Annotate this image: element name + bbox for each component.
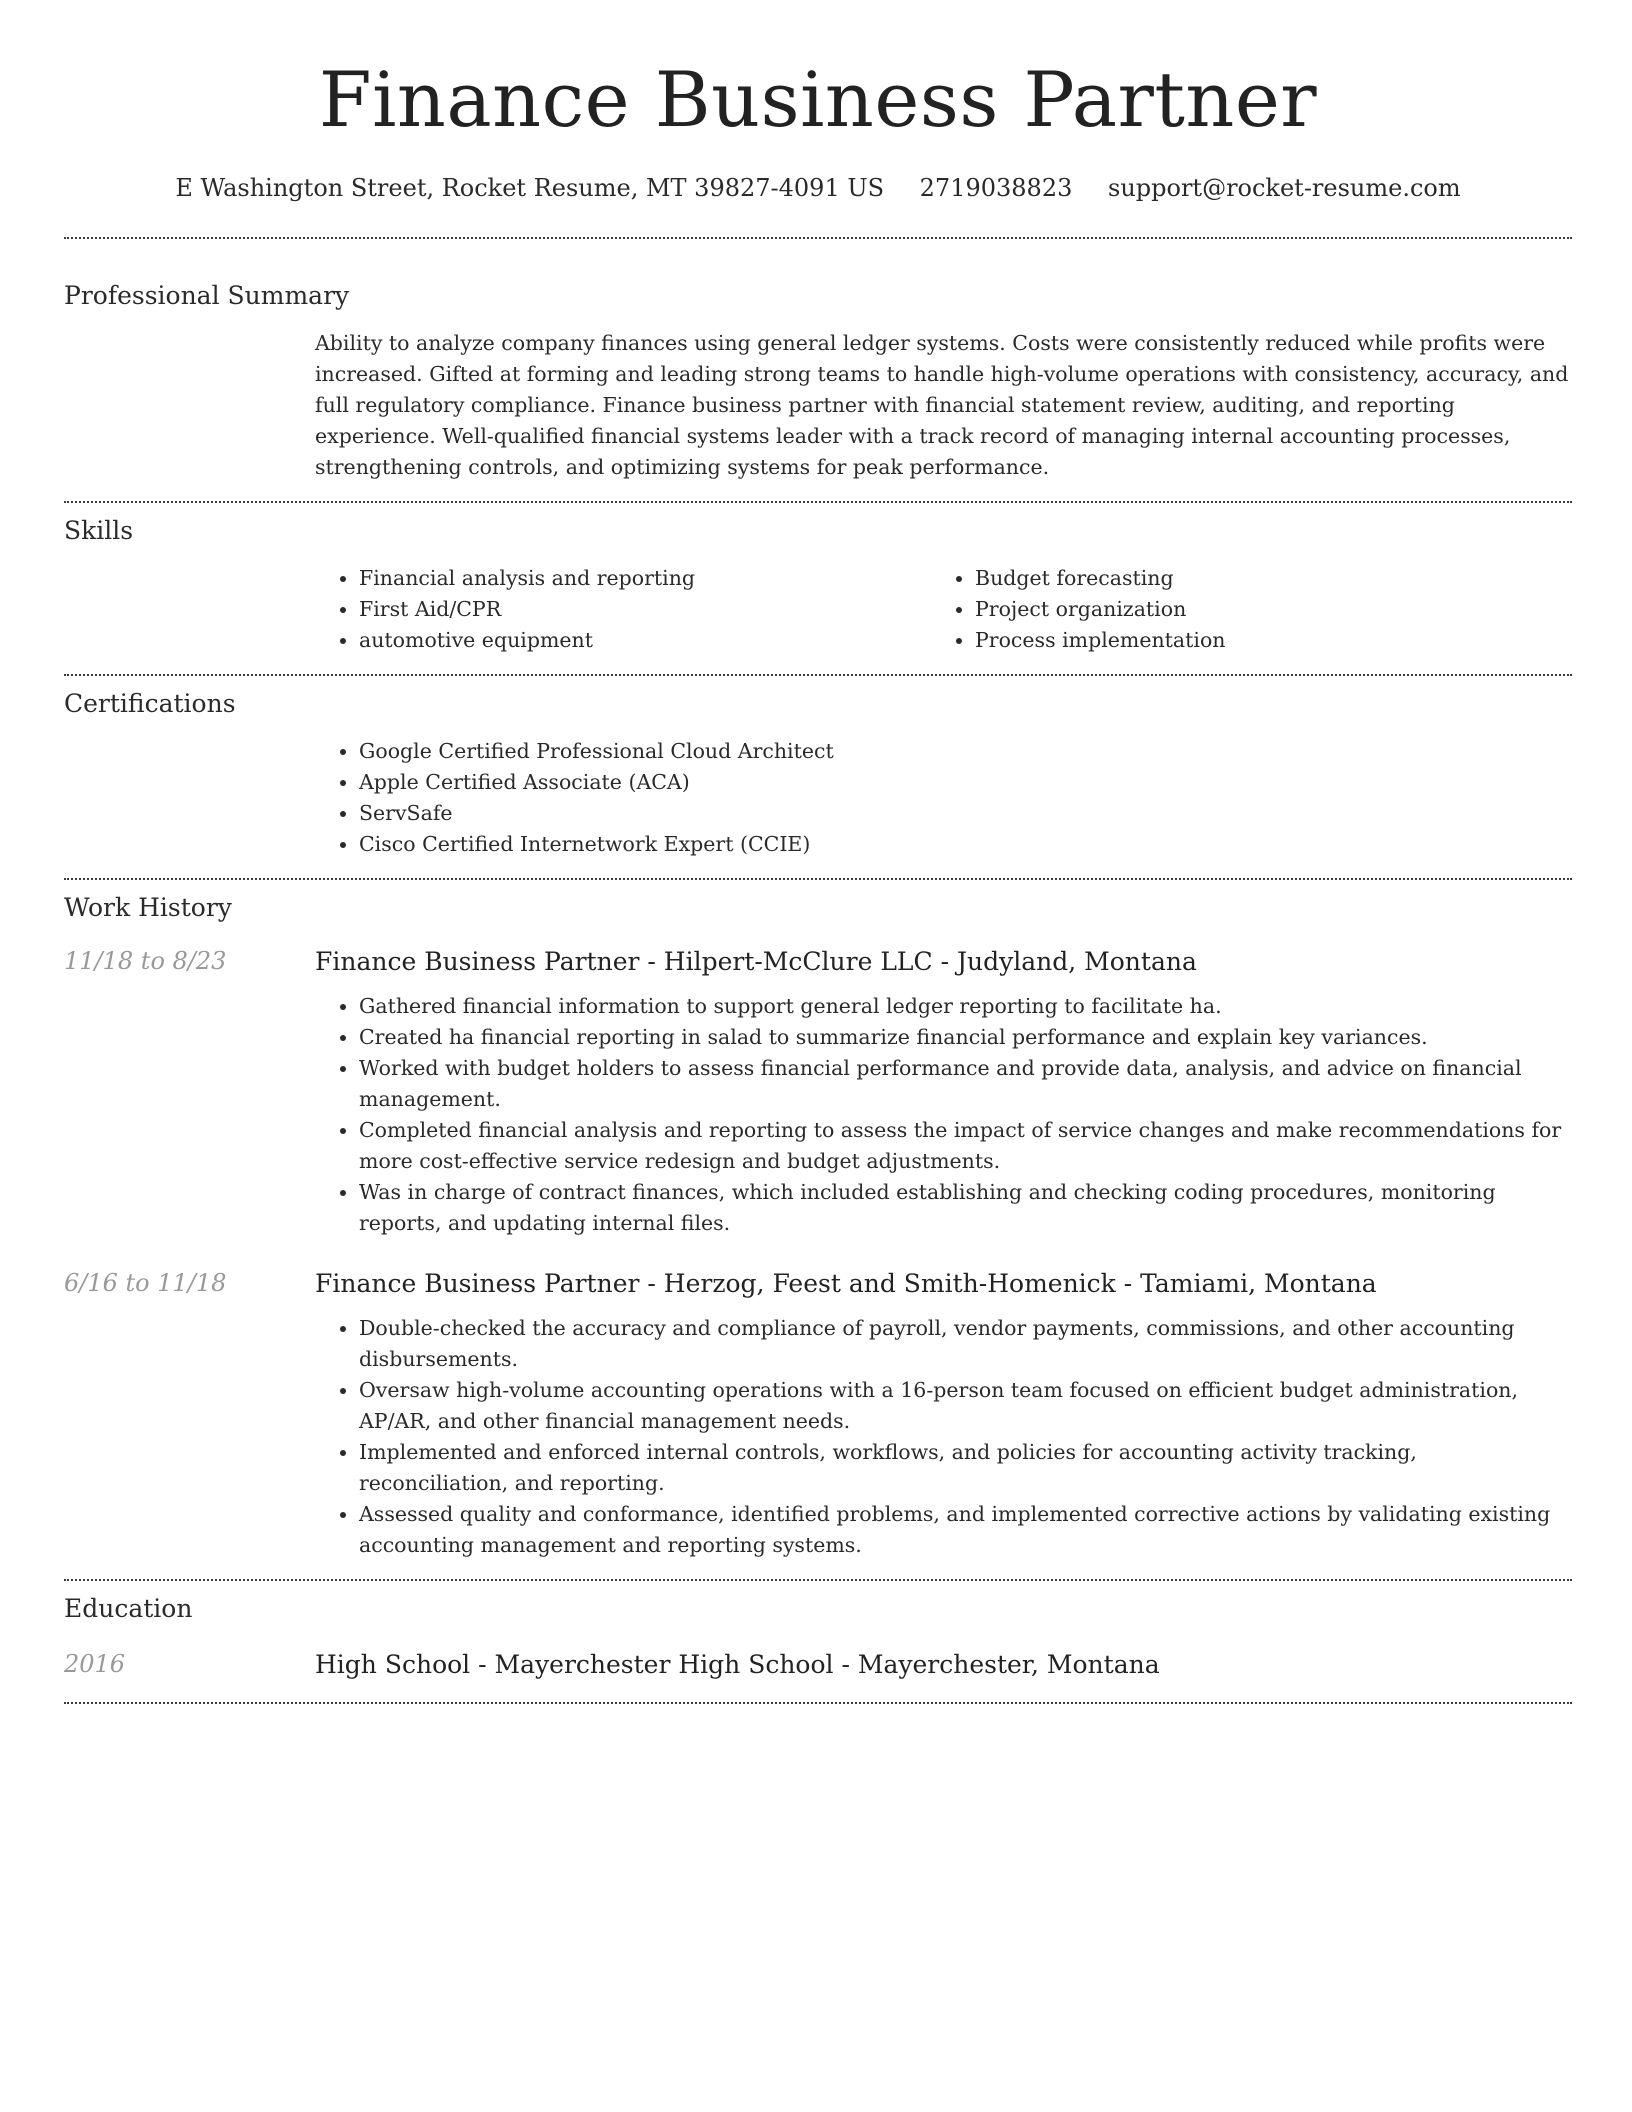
certification-item: • Apple Certified Associate (ACA) (359, 767, 1572, 798)
summary-section (64, 279, 1572, 483)
job-dates: 11/18 to 8/23 (64, 947, 227, 975)
candidate-name: Finance Business Partner (318, 55, 1318, 144)
job-bullets (315, 1313, 1572, 1561)
certification-item: • Google Certified Professional Cloud Architect (359, 736, 1572, 767)
job-bullet: • Created ha financial reporting in salad to summarize financial performance and explain key variances. (359, 1022, 1572, 1053)
skill-item: • Budget forecasting (975, 563, 1547, 594)
skills-list-left (315, 563, 931, 656)
job-entry (64, 945, 1572, 1239)
job-bullet: • Was in charge of contract finances, which included establishing and checking coding procedures, monitoring reports, and updating internal files. (359, 1177, 1572, 1239)
skills-section (64, 514, 1572, 656)
job-bullet: • Oversaw high-volume accounting operations with a 16-person team focused on efficient budget administration, AP/AR, and other financial management needs. (359, 1375, 1572, 1437)
skill-item: • Process implementation (975, 625, 1547, 656)
education-entry (64, 1648, 1572, 1682)
skills-content (315, 563, 1572, 656)
summary-heading: Professional Summary (64, 281, 350, 310)
job-bullet: • Gathered financial information to support general ledger reporting to facilitate ha. (359, 991, 1572, 1022)
work-history-section (64, 891, 1572, 1561)
education-heading: Education (64, 1594, 193, 1623)
resume-header (64, 52, 1572, 204)
education-section (64, 1592, 1572, 1682)
job-heading: Finance Business Partner - Herzog, Feest and Smith-Homenick - Tamiami, Montana (315, 1269, 1377, 1298)
skill-item: • automotive equipment (359, 625, 931, 656)
certifications-section (64, 687, 1572, 860)
education-year: 2016 (64, 1650, 126, 1678)
job-bullets (315, 991, 1572, 1239)
contact-line (64, 172, 1572, 204)
job-dates: 6/16 to 11/18 (64, 1269, 227, 1297)
skill-item: • Project organization (975, 594, 1547, 625)
job-bullet: • Worked with budget holders to assess financial performance and provide data, analysis, and advice on financial management. (359, 1053, 1572, 1115)
certifications-content (315, 736, 1572, 860)
summary-content (315, 328, 1572, 483)
section-divider (64, 237, 1572, 239)
work-history-heading: Work History (64, 893, 232, 922)
certifications-heading: Certifications (64, 689, 236, 718)
job-heading: Finance Business Partner - Hilpert-McClure LLC - Judyland, Montana (315, 947, 1197, 976)
skills-list-right (931, 563, 1547, 656)
job-bullet: • Completed financial analysis and reporting to assess the impact of service changes and make recommendations for more cost-effective service redesign and budget adjustments. (359, 1115, 1572, 1177)
section-divider (64, 1579, 1572, 1581)
skills-heading: Skills (64, 516, 134, 545)
certification-item: • ServSafe (359, 798, 1572, 829)
skill-item: • First Aid/CPR (359, 594, 931, 625)
contact-email: support@rocket-resume.com (1108, 174, 1461, 202)
section-divider (64, 878, 1572, 880)
job-bullet: • Double-checked the accuracy and compliance of payroll, vendor payments, commissions, and other accounting disbursements. (359, 1313, 1572, 1375)
section-divider (64, 1702, 1572, 1704)
certifications-list (315, 736, 1572, 860)
job-entry (64, 1267, 1572, 1561)
job-bullet: • Assessed quality and conformance, identified problems, and implemented corrective actions by validating existing accounting management and reporting systems. (359, 1499, 1572, 1561)
contact-phone: 2719038823 (919, 174, 1073, 202)
section-divider (64, 674, 1572, 676)
skills-grid (315, 563, 1572, 656)
summary-text: Ability to analyze company finances using general ledger systems. Costs were consistently reduced while profits were increased. Gifted at forming and leading strong teams to handle high-volume operations with consistency, accuracy, and full regulatory compliance. Finance business partner with financial statement review, auditing, and reporting experience. Well-qualified financial systems leader with a track record of managing internal accounting processes, strengthening controls, and optimizing systems for peak performance. (315, 331, 1569, 479)
certification-item: • Cisco Certified Internetwork Expert (CCIE) (359, 829, 1572, 860)
skill-item: • Financial analysis and reporting (359, 563, 931, 594)
resume-page (64, 0, 1572, 1704)
job-bullet: • Implemented and enforced internal controls, workflows, and policies for accounting activity tracking, reconciliation, and reporting. (359, 1437, 1572, 1499)
contact-address: E Washington Street, Rocket Resume, MT 39827-4091 US (175, 174, 885, 202)
section-divider (64, 501, 1572, 503)
education-heading-line: High School - Mayerchester High School - Mayerchester, Montana (315, 1650, 1160, 1679)
